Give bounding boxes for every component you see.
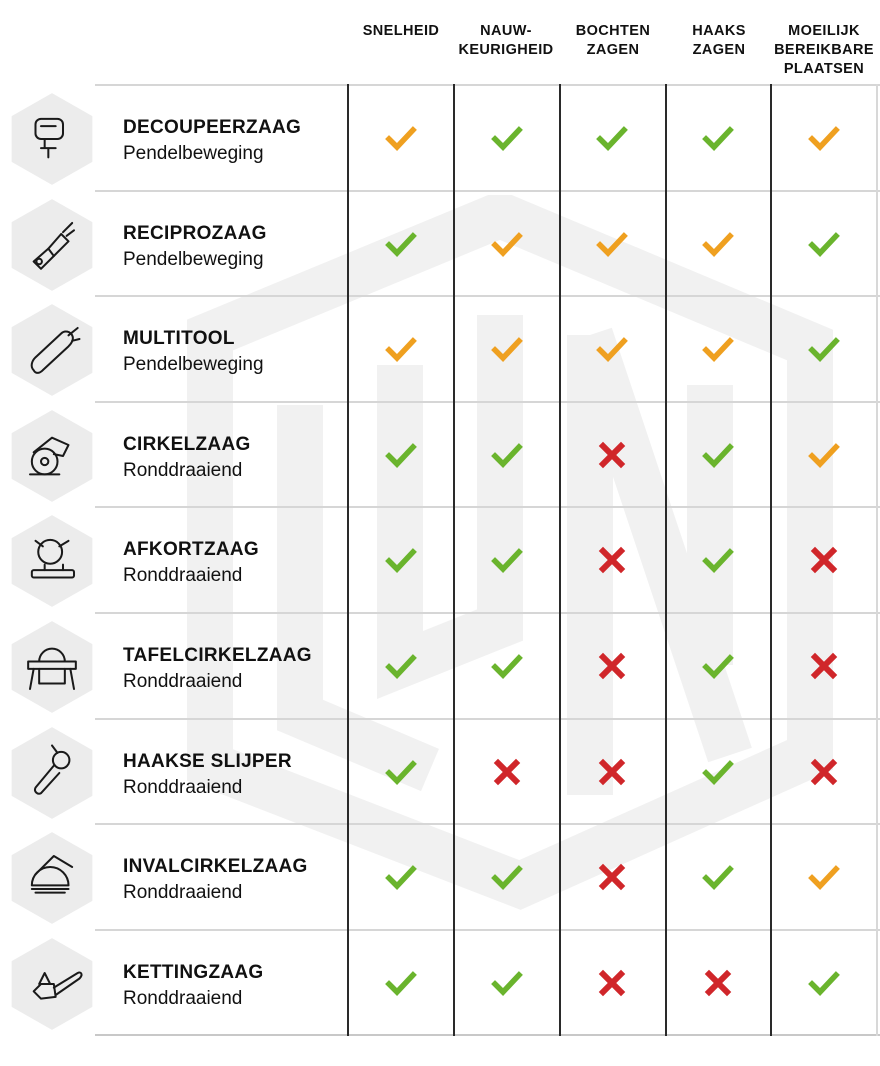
tool-name: DECOUPEERZAAG <box>123 117 302 138</box>
check-green-icon <box>383 648 419 684</box>
check-green-icon <box>700 754 736 790</box>
column-header-haaks-zagen: HAAKS ZAGEN <box>692 23 746 58</box>
tool-type: Pendelbeweging <box>123 143 264 164</box>
check-green-icon <box>489 120 525 156</box>
check-orange-icon <box>383 120 419 156</box>
row-divider <box>95 1034 880 1036</box>
cross-red-icon <box>806 648 842 684</box>
column-header-bochten-zagen: BOCHTEN ZAGEN <box>575 23 651 58</box>
jigsaw-icon <box>8 91 96 187</box>
check-green-icon <box>383 542 419 578</box>
table-row <box>0 295 880 400</box>
tool-type: Ronddraaiend <box>123 459 243 481</box>
miter-saw-icon <box>8 513 96 609</box>
tool-type: Pendelbeweging <box>123 354 264 376</box>
tool-name: TAFELCIRKELZAAG <box>123 645 312 666</box>
check-green-icon <box>383 226 419 262</box>
check-green-icon <box>489 437 525 473</box>
check-orange-icon <box>700 331 736 367</box>
tool-type: Ronddraaiend <box>123 671 243 692</box>
check-green-icon <box>806 226 842 262</box>
check-green-icon <box>806 331 842 367</box>
check-orange-icon <box>806 120 842 156</box>
cross-red-icon <box>594 648 630 684</box>
check-green-icon <box>489 542 525 578</box>
tool-name: KETTINGZAAG <box>123 961 264 983</box>
column-header-moeilijk-bereikbare-plaatsen: MOEILIJK BEREIKBARE PLAATSEN <box>774 23 874 77</box>
check-orange-icon <box>489 226 525 262</box>
reciprocating-saw-icon <box>8 197 96 293</box>
table-row <box>0 190 880 295</box>
cross-red-icon <box>594 965 630 1001</box>
cross-red-icon <box>700 965 736 1001</box>
tool-name: RECIPROZAAG <box>123 222 267 244</box>
check-orange-icon <box>806 437 842 473</box>
tool-type: Pendelbeweging <box>123 248 264 270</box>
cross-red-icon <box>489 754 525 790</box>
cross-red-icon <box>806 542 842 578</box>
tool-name: AFKORTZAAG <box>123 539 259 561</box>
cross-red-icon <box>594 542 630 578</box>
circular-saw-icon <box>8 408 96 504</box>
tool-type: Ronddraaiend <box>123 776 243 798</box>
table-row <box>0 823 880 928</box>
column-header-snelheid: SNELHEID <box>362 23 440 39</box>
table-row <box>0 612 880 717</box>
cross-red-icon <box>594 754 630 790</box>
check-green-icon <box>383 965 419 1001</box>
table-saw-icon <box>8 619 96 715</box>
check-green-icon <box>700 859 736 895</box>
table-row <box>0 929 880 1034</box>
check-green-icon <box>700 120 736 156</box>
check-green-icon <box>489 648 525 684</box>
check-green-icon <box>594 120 630 156</box>
check-green-icon <box>383 859 419 895</box>
check-green-icon <box>700 437 736 473</box>
tool-name: HAAKSE SLIJPER <box>123 750 292 772</box>
check-orange-icon <box>489 331 525 367</box>
column-header-nauwkeurigheid: NAUW- KEURIGHEID <box>458 23 554 58</box>
tool-type: Ronddraaiend <box>123 882 243 904</box>
cross-red-icon <box>806 754 842 790</box>
chainsaw-icon <box>8 936 96 1032</box>
check-orange-icon <box>594 331 630 367</box>
check-green-icon <box>700 648 736 684</box>
check-orange-icon <box>594 226 630 262</box>
check-green-icon <box>489 965 525 1001</box>
check-orange-icon <box>700 226 736 262</box>
multitool-icon <box>8 302 96 398</box>
angle-grinder-icon <box>8 725 96 821</box>
check-green-icon <box>383 754 419 790</box>
check-green-icon <box>489 859 525 895</box>
check-green-icon <box>383 437 419 473</box>
table-row <box>0 401 880 506</box>
cross-red-icon <box>594 859 630 895</box>
tool-type: Ronddraaiend <box>123 987 243 1009</box>
check-orange-icon <box>383 331 419 367</box>
check-green-icon <box>700 542 736 578</box>
check-green-icon <box>806 965 842 1001</box>
cross-red-icon <box>594 437 630 473</box>
table-row <box>0 506 880 611</box>
tool-name: INVALCIRKELZAAG <box>123 856 308 878</box>
table-row <box>0 718 880 823</box>
tool-name: CIRKELZAAG <box>123 433 251 455</box>
tool-name: MULTITOOL <box>123 328 235 350</box>
plunge-saw-icon <box>8 830 96 926</box>
check-orange-icon <box>806 859 842 895</box>
tool-type: Ronddraaiend <box>123 565 243 587</box>
table-row <box>0 84 880 189</box>
